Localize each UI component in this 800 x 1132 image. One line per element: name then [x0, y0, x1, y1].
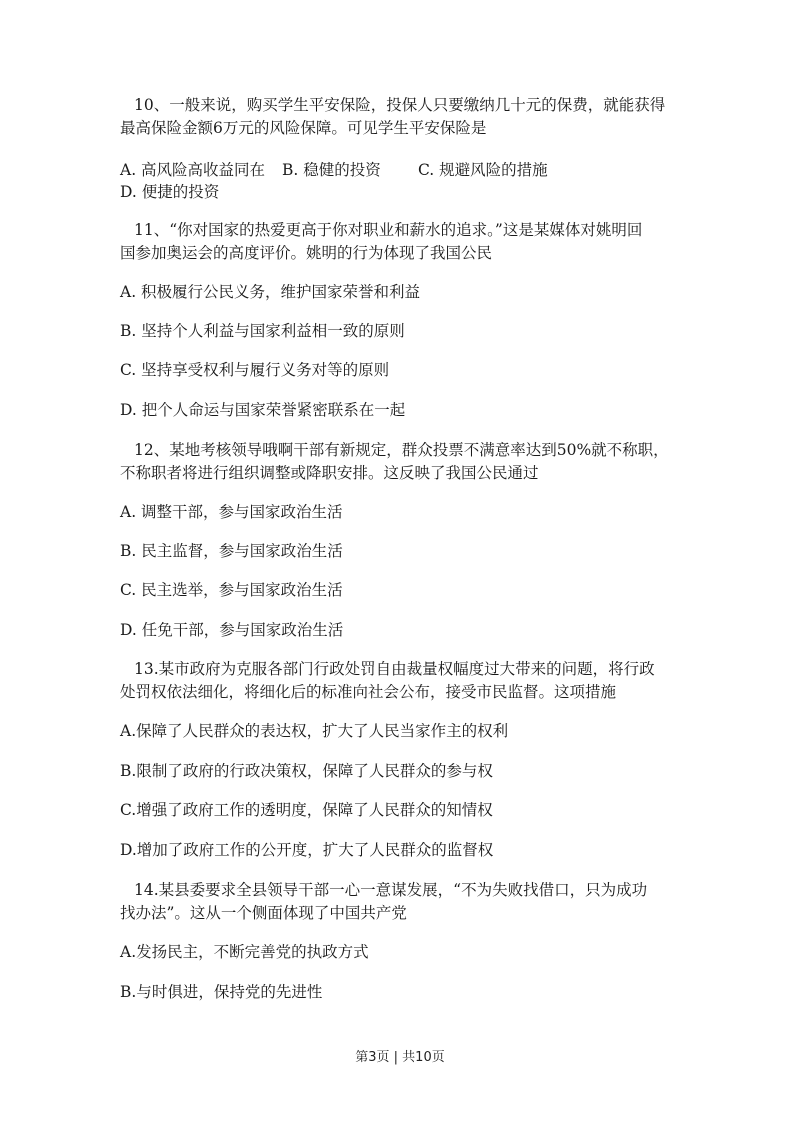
question-13-stem-line-1: 13.某市政府为克服各部门行政处罚自由裁量权幅度过大带来的问题，将行政	[134, 660, 655, 678]
page-number-label: 第3页 | 共10页	[355, 1050, 445, 1065]
question-11-option-d: D. 把个人命运与国家荣誉紧密联系在一起	[120, 401, 406, 419]
question-12-stem-line-2: 不称职者将进行组织调整或降职安排。这反映了我国公民通过	[120, 464, 539, 482]
question-10-option-a: A. 高风险高收益同在	[120, 161, 266, 179]
question-14-option-a: A.发扬民主，不断完善党的执政方式	[120, 943, 369, 961]
question-10-option-b: B. 稳健的投资	[282, 161, 381, 179]
question-10-option-c: C. 规避风险的措施	[418, 161, 548, 179]
question-13-option-c: C.增强了政府工作的透明度，保障了人民群众的知情权	[120, 801, 493, 819]
question-14-stem-line-2: 找办法”。这从一个侧面体现了中国共产党	[120, 904, 407, 922]
question-11-option-b: B. 坚持个人利益与国家利益相一致的原则	[120, 322, 405, 340]
question-12-option-d: D. 任免干部，参与国家政治生活	[120, 621, 344, 639]
question-12-stem-line-1: 12、某地考核领导哦啊干部有新规定，群众投票不满意率达到50%就不称职，	[134, 441, 669, 459]
question-13-option-b: B.限制了政府的行政决策权，保障了人民群众的参与权	[120, 762, 493, 780]
question-10-stem-line-2: 最高保险金额6万元的风险保障。可见学生平安保险是	[120, 119, 487, 137]
question-14-stem-line-1: 14.某县委要求全县领导干部一心一意谋发展，“不为失败找借口，只为成功	[134, 881, 648, 899]
question-11-stem-line-2: 国参加奥运会的高度评价。姚明的行为体现了我国公民	[120, 244, 493, 262]
question-11-stem-line-1: 11、“你对国家的热爱更高于你对职业和薪水的追求。”这是某媒体对姚明回	[134, 221, 643, 239]
question-13-option-d: D.增加了政府工作的公开度，扩大了人民群众的监督权	[120, 841, 494, 859]
question-10-stem-line-1: 10、一般来说，购买学生平安保险，投保人只要缴纳几十元的保费，就能获得	[134, 96, 666, 114]
question-10-option-d: D. 便捷的投资	[120, 183, 220, 201]
page-footer	[0, 1050, 800, 1066]
question-11-option-a: A. 积极履行公民义务，维护国家荣誉和利益	[120, 283, 421, 301]
question-13-stem-line-2: 处罚权依法细化，将细化后的标准向社会公布，接受市民监督。这项措施	[120, 683, 617, 701]
question-12-option-b: B. 民主监督，参与国家政治生活	[120, 542, 343, 560]
question-12-option-a: A. 调整干部，参与国家政治生活	[120, 503, 343, 521]
question-13-option-a: A.保障了人民群众的表达权，扩大了人民当家作主的权利	[120, 722, 509, 740]
question-14-option-b: B.与时俱进，保持党的先进性	[120, 983, 323, 1001]
question-12-option-c: C. 民主选举，参与国家政治生活	[120, 581, 343, 599]
question-11-option-c: C. 坚持享受权利与履行义务对等的原则	[120, 361, 390, 379]
